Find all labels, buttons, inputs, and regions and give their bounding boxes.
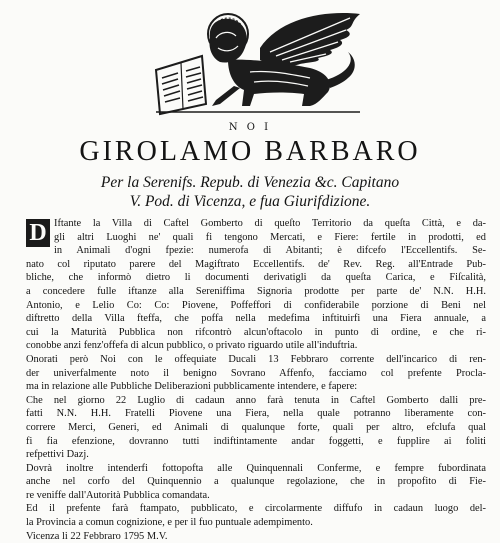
- body-line: la Provincia a comun cognizione, e per il fuo puntuale adempimento.: [26, 517, 313, 529]
- body-line: cui la Maturità Pubblica non rifcontrò alcun'oftacolo in punto di ordine, e che ri-: [26, 326, 486, 338]
- body-line: Antonio, e Lelio Co: Co: Piovene, Poffeffori di confiderabile porzione di Beni nel: [26, 299, 486, 311]
- page-title: GIROLAMO BARBARO: [79, 136, 421, 167]
- body-line: re veniffe dall'Autorità Pubblica comandata.: [26, 489, 210, 501]
- body-line: Onorati però Noi con le offequiate Ducali 13 Febbraro corrente dell'incarico di ren-: [26, 353, 486, 365]
- body-line: Che nel giorno 22 Luglio di cadaun anno farà tenuta in Caftel Gomberto dalli pre-: [26, 394, 486, 406]
- winged-lion-of-st-mark-icon: [150, 8, 365, 116]
- heading-noi: N O I: [228, 122, 272, 133]
- body-line: nato col riputato parere del Magiftrato Eccellentifs. de' Rev. Reg. all'Entrade Pub-: [26, 258, 486, 270]
- body-line: Iftante la Villa di Caftel Gomberto di queſto Territorio da queſta Città, e da-: [54, 218, 486, 229]
- date-line: Vicenza li 22 Febbraro 1795 M.V.: [26, 530, 168, 542]
- body-line: bliche, che informò dietro li documenti derivatigli da queſta Carica, e Fiſcalità,: [26, 272, 486, 284]
- body-line: a concedere fulle iftanze alla Sereniffima Signoria prodotte per parte de' N.N. H.H.: [26, 285, 486, 297]
- body-line: ma in relazione alle Pubbliche Deliberazioni pubblicamente intendere, e fapere:: [26, 381, 358, 393]
- body-line: Ed il prefente farà ftampato, pubblicato, e circolarmente diffufo in cadaun luogo del-: [26, 503, 486, 515]
- body-line: fatti N.N. H.H. Fratelli Piovene una Fiera, nella quale potranno liberamente con-: [26, 408, 486, 420]
- drop-cap: D: [26, 219, 50, 247]
- proclamation-body: [26, 217, 486, 543]
- body-line: refpettivi Dazj.: [26, 449, 89, 461]
- body-line: conobbe anzi fenz'offefa di alcun pubblico, o privato riguardo utile all'induftria.: [26, 340, 358, 352]
- body-line: in Animali d'ogni fpezie: numerofa di Abitanti; è difcefo l'Eccellentifs. Se-: [54, 245, 486, 257]
- body-line: der univerfalmente noto il benigno Sovrano Affenfo, facciamo col prefente Procla-: [26, 367, 486, 379]
- body-line: gli altri Luoghi ne' quali fi tengono Mercati, e Fiere: fertile in prodotti, ed: [54, 231, 486, 243]
- subtitle-line-1: Per la Serenifs. Repub. di Venezia &c. Capitano: [100, 174, 400, 191]
- body-line: fi fia efenzione, dovranno tutti indiftintamente andar foggetti, e fupplire ai foliti: [26, 435, 486, 447]
- body-line: anche nel corfo del Quinquennio a qualunque regolazione, che in propofito di Fie-: [26, 476, 486, 488]
- body-line: diftretto della Villa fteffa, che poffa nella medefima inftituirfi una Fiera annuale, a: [26, 313, 486, 325]
- subtitle-line-2: V. Pod. di Vicenza, e fua Giurifdizione.: [129, 193, 371, 210]
- body-line: Dovrà inoltre intenderfi fottopofta alle Quinquennali Conferme, e fempre fubordinata: [26, 462, 486, 474]
- body-line: correre Merci, Generi, ed Animali di qualunque forte, quali per altro, efclufa qual: [26, 421, 486, 433]
